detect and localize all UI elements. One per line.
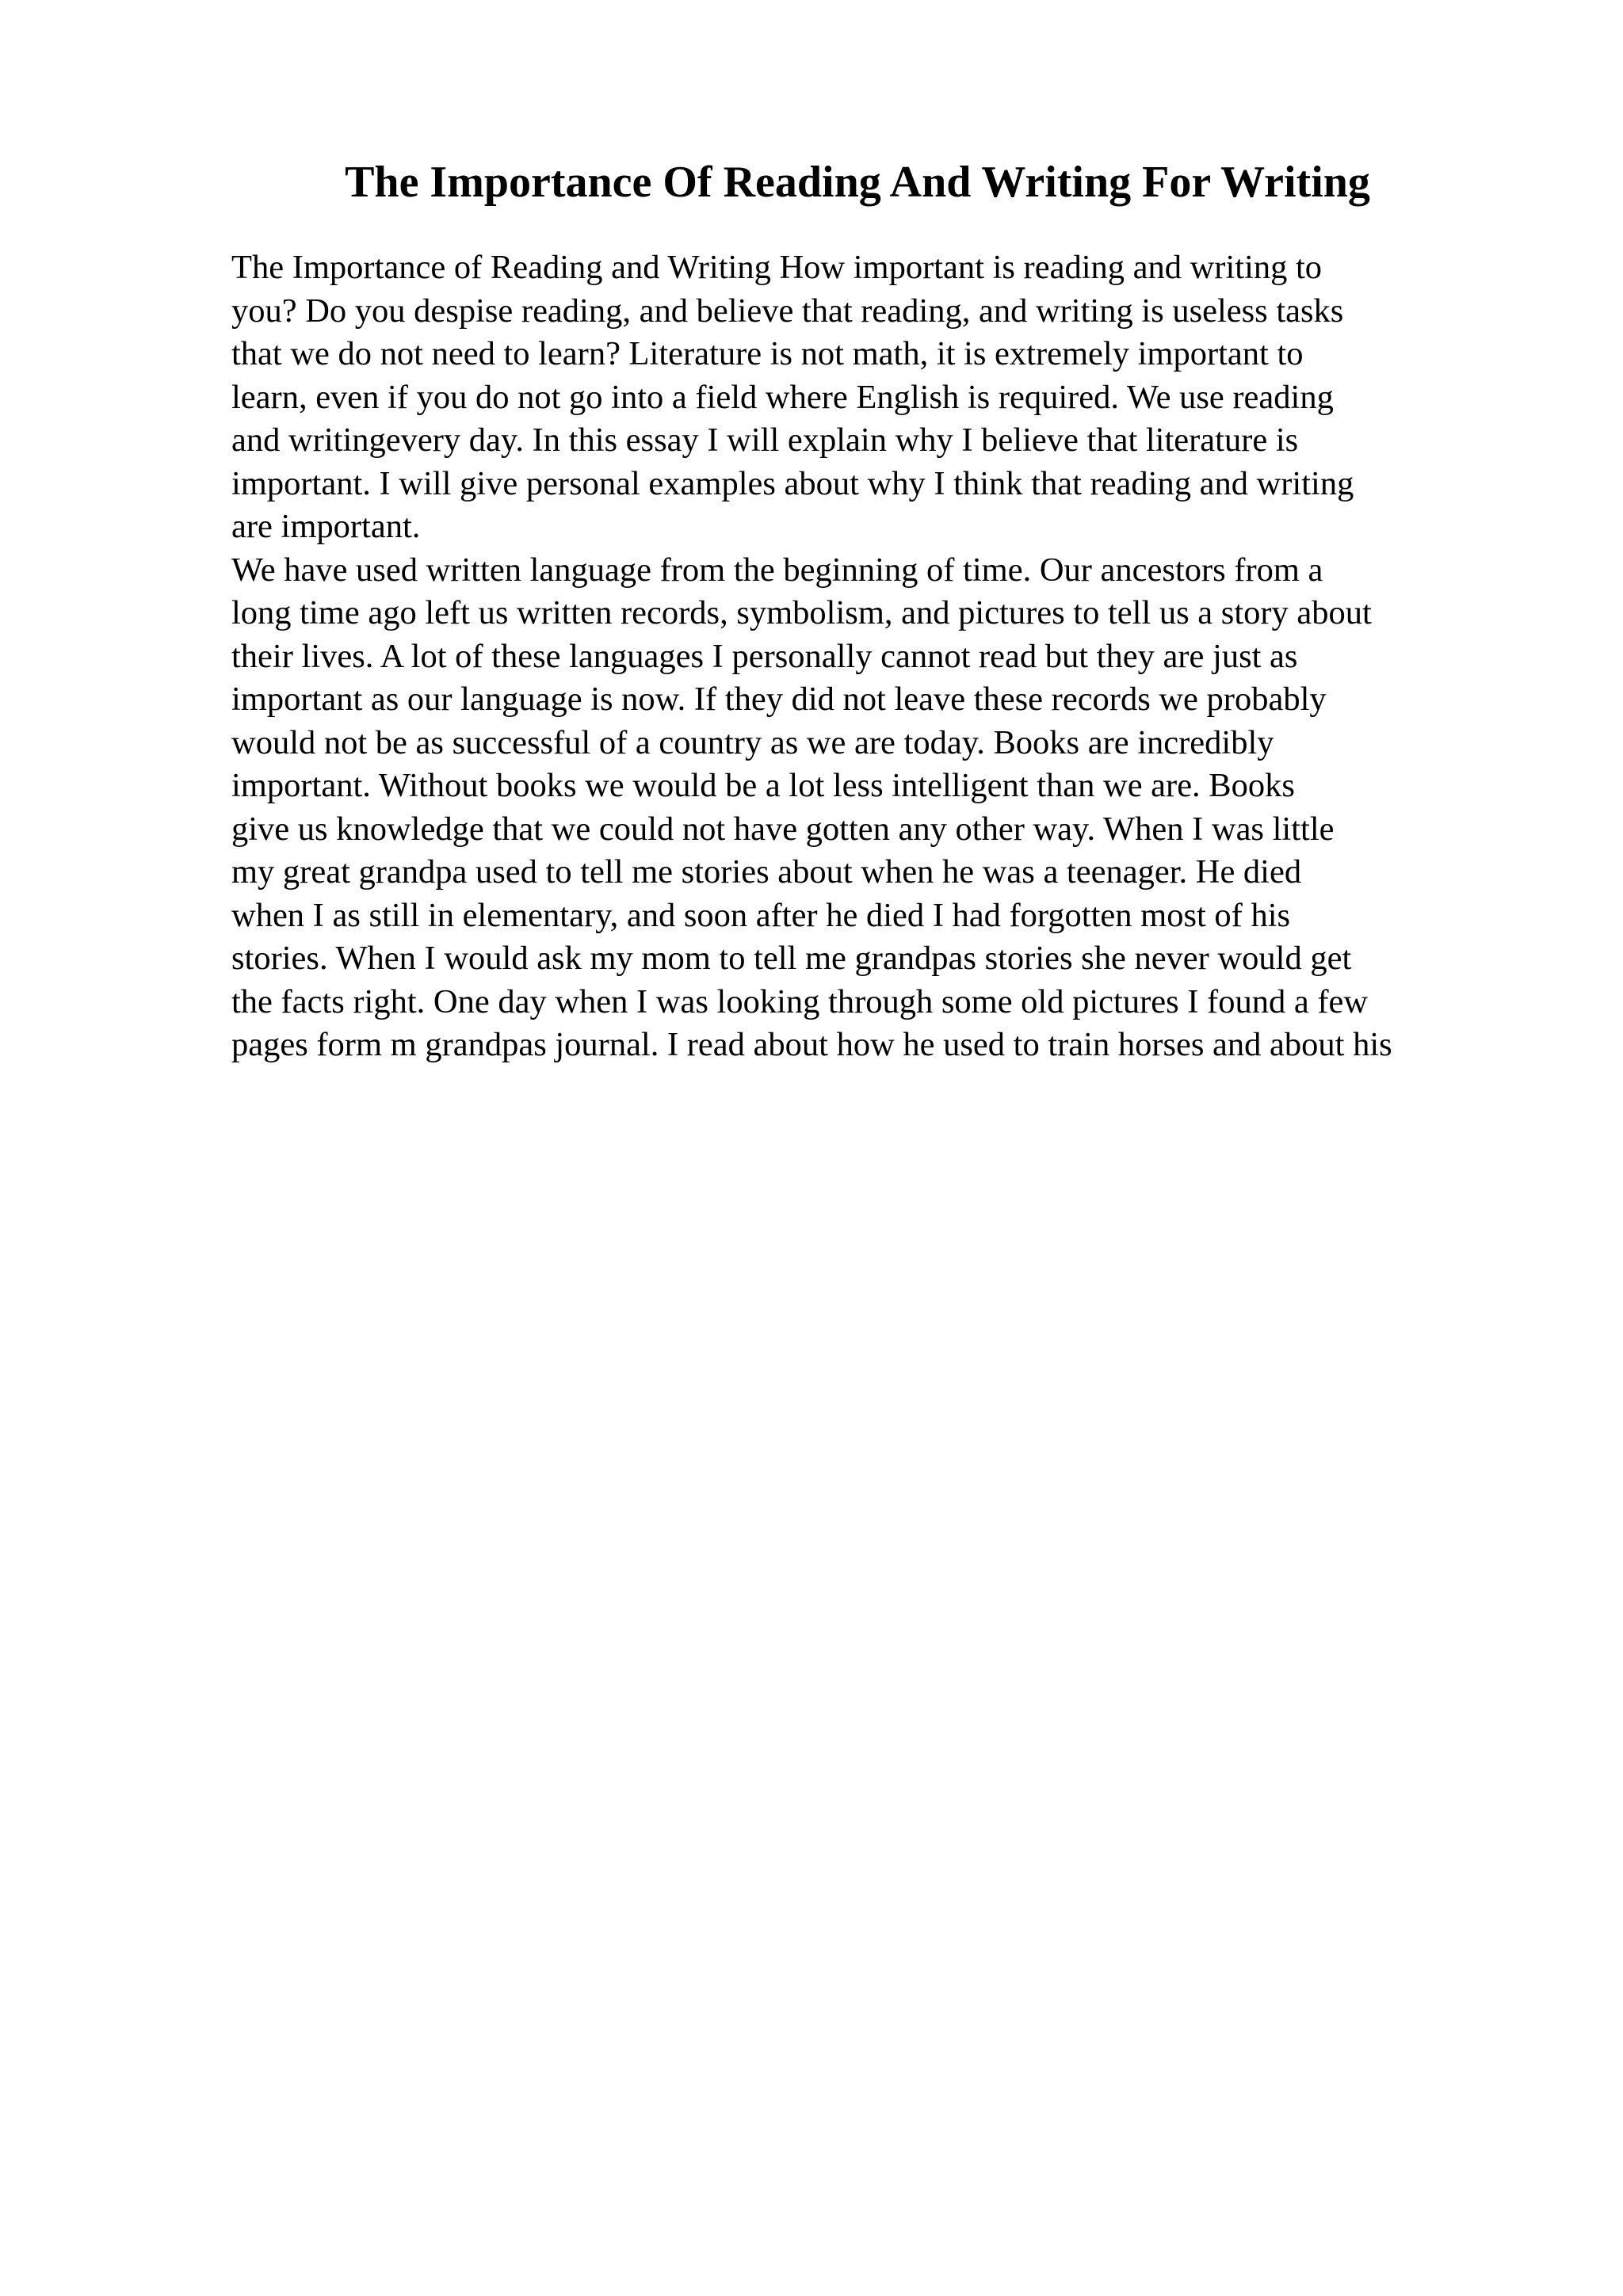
body-line: learn, even if you do not go into a field where English is required. We use reading (231, 378, 1334, 416)
body-line: important as our language is now. If they did not leave these records we probably (231, 681, 1327, 718)
body-line: important. I will give personal examples about why I think that reading and writing (231, 464, 1354, 502)
body-line: when I as still in elementary, and soon after he died I had forgotten most of his (231, 896, 1291, 934)
document-title: The Importance Of Reading And Writing For Writing (345, 158, 1370, 207)
body-line: that we do not need to learn? Literature is not math, it is extremely important to (231, 335, 1304, 372)
body-line: my great grandpa used to tell me stories about when he was a teenager. He died (231, 853, 1302, 891)
body-line: important. Without books we would be a lot less intelligent than we are. Books (231, 767, 1295, 804)
body-line: long time ago left us written records, symbolism, and pictures to tell us a story about (231, 594, 1372, 631)
body-line: are important. (231, 508, 421, 545)
body-line: their lives. A lot of these languages I personally cannot read but they are just as (231, 637, 1298, 675)
body-line: The Importance of Reading and Writing How important is reading and writing to (231, 249, 1323, 286)
body-line: stories. When I would ask my mom to tell me grandpas stories she never would get (231, 940, 1352, 977)
body-line: and writingevery day. In this essay I will explain why I believe that literature is (231, 421, 1299, 459)
body-line: pages form m grandpas journal. I read about how he used to train horses and about his (231, 1026, 1392, 1063)
document-body (231, 246, 1515, 1067)
body-line: give us knowledge that we could not have gotten any other way. When I was little (231, 810, 1335, 848)
body-line: would not be as successful of a country as we are today. Books are incredibly (231, 723, 1274, 761)
body-line: the facts right. One day when I was looking through some old pictures I found a few (231, 982, 1369, 1020)
body-line: We have used written language from the beginning of time. Our ancestors from a (231, 551, 1323, 589)
body-line: you? Do you despise reading, and believe that reading, and writing is useless tasks (231, 292, 1344, 330)
